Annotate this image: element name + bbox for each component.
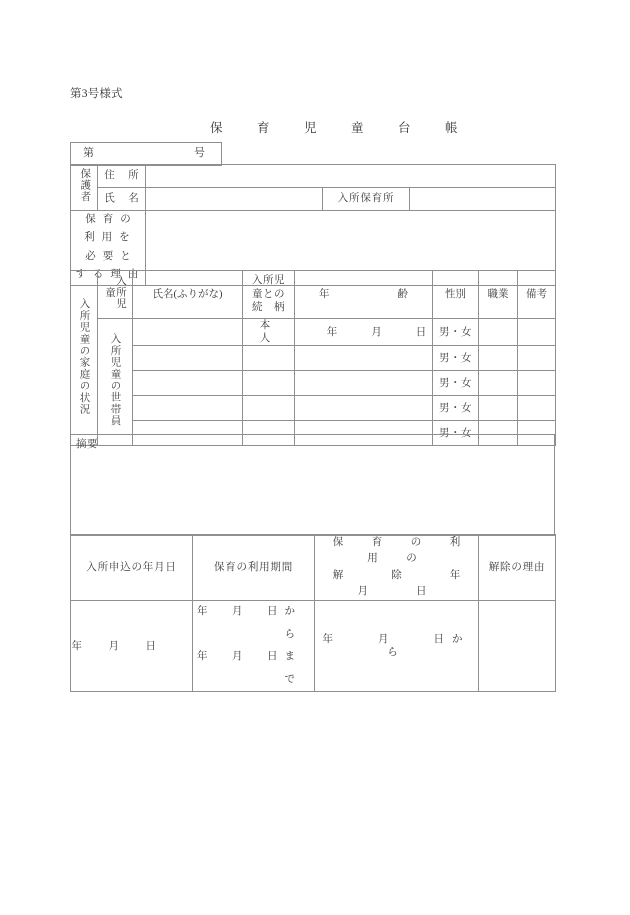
field-usage-period[interactable] <box>193 601 315 692</box>
table-row <box>71 143 222 166</box>
cell-name[interactable] <box>133 319 243 346</box>
cell-age[interactable] <box>295 371 433 396</box>
reason-label-line2: 必 要 と す る 理 由 <box>75 250 141 281</box>
reason-label-line1: 保 育 の 利 用 を <box>84 214 133 244</box>
facility-field[interactable] <box>410 188 556 211</box>
cell-gender[interactable]: 男・女 <box>433 371 479 396</box>
header-usage-period: 保育の利用期間 <box>193 535 315 601</box>
cell-name[interactable] <box>133 346 243 371</box>
cell-remarks[interactable] <box>518 319 556 346</box>
cell-relation[interactable] <box>243 346 295 371</box>
record-number-suffix: 号 <box>194 147 205 160</box>
period-from: 年 月 日から <box>197 606 302 640</box>
cell-remarks[interactable] <box>518 346 556 371</box>
remarks-table <box>70 434 555 536</box>
page-title: 保 育 児 童 台 帳 <box>210 121 469 135</box>
header-age: 年 齢 <box>295 271 433 319</box>
field-cancel-reason[interactable] <box>479 601 556 692</box>
name-label: 氏 名 <box>98 188 146 211</box>
header-application-date: 入所申込の年月日 <box>71 535 193 601</box>
remarks-cell[interactable] <box>71 435 555 536</box>
record-number-cell[interactable] <box>71 143 222 166</box>
cell-age[interactable] <box>295 396 433 421</box>
cell-occupation[interactable] <box>479 319 518 346</box>
facility-label: 入所保育所 <box>323 188 410 211</box>
cell-age[interactable]: 年 月 日 <box>295 319 433 346</box>
cell-occupation[interactable] <box>479 346 518 371</box>
table-row <box>71 371 556 396</box>
name-field[interactable] <box>146 188 323 211</box>
record-number-prefix: 第 <box>83 147 94 160</box>
table-row <box>71 435 555 536</box>
family-side-label: 入所児童の家庭の状況 <box>71 271 98 446</box>
form-number-label: 第3号様式 <box>70 88 123 100</box>
table-row-address <box>71 165 556 188</box>
household-column-label: 入所児童の世帯員 <box>98 319 133 446</box>
family-status-table <box>70 270 556 446</box>
header-cancel-reason: 解除の理由 <box>479 535 556 601</box>
guardian-table <box>70 164 556 286</box>
cell-name[interactable] <box>133 396 243 421</box>
header-gender: 性別 <box>433 271 479 319</box>
table-row <box>71 396 556 421</box>
table-row-name <box>71 188 556 211</box>
cell-gender[interactable]: 男・女 <box>433 421 479 446</box>
enrollment-period-table <box>70 534 556 692</box>
table-row <box>71 346 556 371</box>
cell-age[interactable] <box>295 346 433 371</box>
cell-relation[interactable] <box>243 371 295 396</box>
cell-gender[interactable]: 男・女 <box>433 319 479 346</box>
period-to: 年 月 日まで <box>197 651 302 685</box>
cell-gender[interactable]: 男・女 <box>433 346 479 371</box>
table-row <box>71 319 556 346</box>
remarks-label: 摘要 <box>76 439 98 450</box>
table-header-row <box>71 271 556 319</box>
field-application-date[interactable]: 年 月 日 <box>71 601 193 692</box>
cell-occupation[interactable] <box>479 396 518 421</box>
cell-remarks[interactable] <box>518 396 556 421</box>
address-label: 住 所 <box>98 165 146 188</box>
cell-gender[interactable]: 男・女 <box>433 396 479 421</box>
cell-occupation[interactable] <box>479 371 518 396</box>
header-occupation: 職業 <box>479 271 518 319</box>
header-relation: 入所児 童との 続 柄 <box>243 271 295 319</box>
guardian-section-text: 保護者 <box>79 168 91 203</box>
address-field[interactable] <box>146 165 556 188</box>
cell-remarks[interactable] <box>518 371 556 396</box>
table-row <box>71 601 556 692</box>
field-cancel-date[interactable]: 年 月 日から <box>315 601 479 692</box>
table-header-row <box>71 535 556 601</box>
header-name: 氏名(ふりがな) <box>133 271 243 319</box>
header-cancel-date: 保 育 の 利 用 の 解 除 年 月 日 <box>315 535 479 601</box>
cell-relation[interactable]: 本 人 <box>243 319 295 346</box>
cell-relation[interactable] <box>243 396 295 421</box>
record-number-table <box>70 142 222 166</box>
guardian-section-label <box>71 165 98 211</box>
header-remarks: 備考 <box>518 271 556 319</box>
child-column-label: 入所児童 <box>98 271 133 319</box>
cell-name[interactable] <box>133 371 243 396</box>
